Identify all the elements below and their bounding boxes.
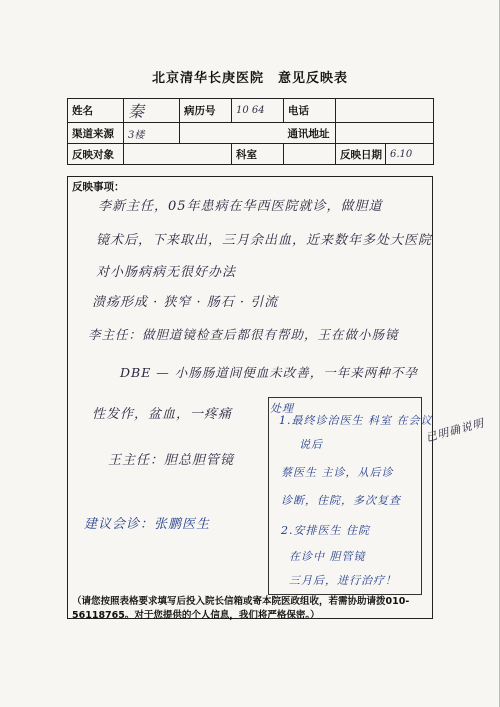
handwritten-line: 李新主任，05年患病在华西医院就诊，做胆道 — [98, 199, 383, 214]
dept-value — [284, 144, 336, 165]
name-label: 姓名 — [68, 99, 124, 123]
dept-label: 科室 — [232, 144, 284, 165]
content-label: 反映事项： — [72, 181, 125, 193]
date-value: 6.10 — [386, 144, 434, 165]
handwritten-line: 性发作，盆血，一疼痛 — [92, 407, 233, 422]
address-label: 通讯地址 — [284, 123, 336, 144]
handwritten-line: DBE — 小肠肠道间便血未改善，一年来两种不孕 — [120, 365, 418, 380]
phone-label: 电话 — [284, 99, 336, 123]
record-label: 病历号 — [180, 99, 232, 123]
note-margin-mark: 处理 — [270, 402, 294, 415]
note-line: 三月后，进行治疗！ — [289, 574, 397, 587]
info-table — [67, 98, 434, 165]
note-line: 1.最终诊治医生 科室 在会议 — [279, 414, 433, 427]
note-line: 在诊中 胆管镜 — [289, 550, 366, 563]
handwritten-line: 镜术后，下来取出，三月余出血，近来数年多处大医院 — [96, 233, 433, 248]
page-title: 北京清华长庚医院 意见反映表 — [151, 71, 348, 86]
phone-value — [336, 99, 434, 123]
handwritten-line: 李主任：做胆道镜检查后都很有帮助，王在做小肠镜 — [88, 327, 399, 342]
address-value — [336, 123, 434, 144]
target-label: 反映对象 — [68, 144, 124, 165]
target-value — [124, 144, 232, 165]
note-line: 说后 — [299, 438, 323, 451]
date-label: 反映日期 — [336, 144, 386, 165]
footer-notice: （请您按照表格要求填写后投入院长信箱或寄本院医政组收，若需协助请拨010-56118765。对于您提供的个人信息，我们将严格保密。） — [72, 596, 410, 621]
note-line: 2.安排医生 住院 — [281, 524, 370, 537]
side-note: 已明确说明 — [424, 416, 486, 445]
channel-value: 3楼 — [124, 123, 180, 144]
channel-spacer — [180, 123, 284, 144]
note-line: 蔡医生 主诊，从后诊 — [281, 466, 394, 479]
channel-label: 渠道来源 — [68, 123, 124, 144]
handwritten-line: 溃疡形成 · 狭窄 · 肠石 · 引流 — [92, 295, 279, 310]
note-line: 诊断，住院，多次复查 — [281, 494, 401, 507]
handwritten-line: 建议会诊：张鹏医生 — [84, 517, 211, 532]
handwritten-line: 对小肠病病无很好办法 — [96, 265, 237, 280]
handwritten-line: 王主任：胆总胆管镜 — [108, 453, 235, 468]
record-value: 10 64 — [232, 99, 284, 123]
name-value: 秦 — [124, 99, 180, 123]
handwritten-note-box — [268, 397, 433, 595]
